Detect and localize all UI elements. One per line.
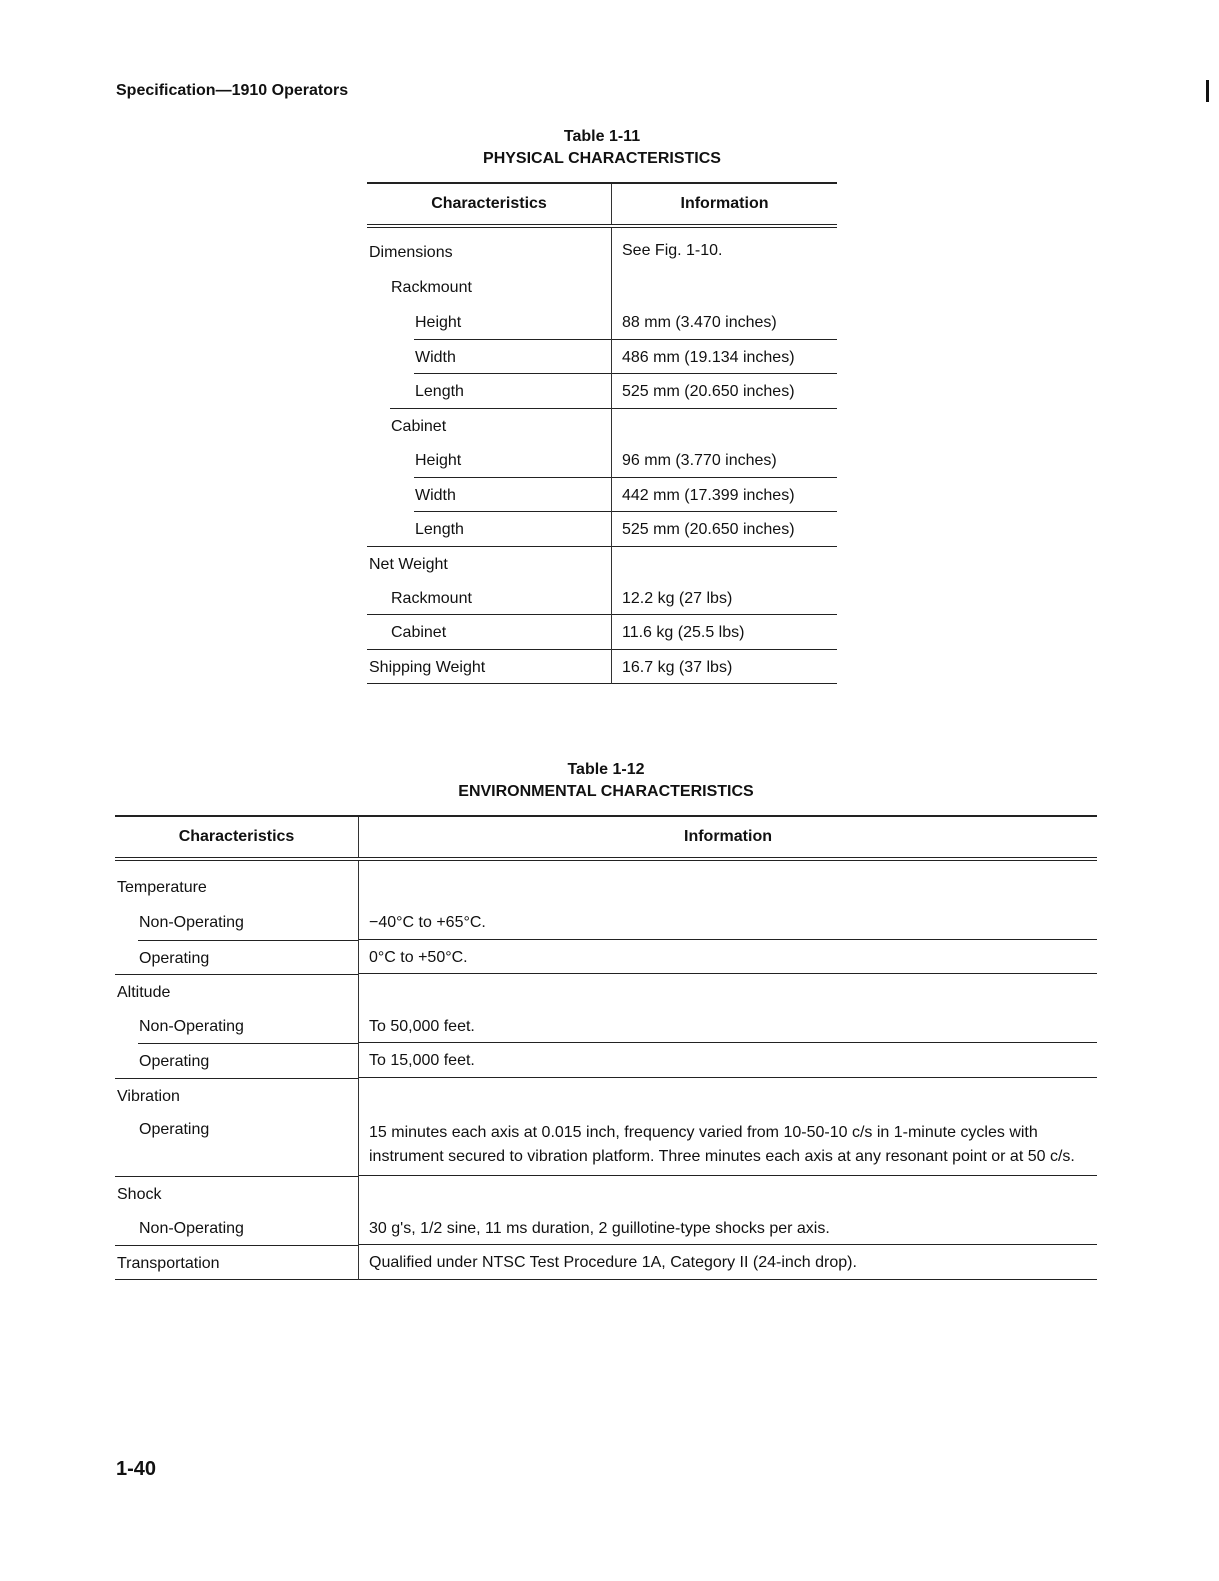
column-header-characteristics: Characteristics: [367, 183, 612, 226]
column-header-characteristics: Characteristics: [115, 816, 359, 859]
table-row: [115, 1112, 1097, 1176]
row-value: To 15,000 feet.: [359, 1043, 1097, 1078]
table-row: [115, 1009, 1097, 1044]
table-row: [115, 940, 1097, 975]
row-value: 442 mm (17.399 inches): [612, 477, 837, 512]
table-row: [115, 905, 1097, 940]
row-label: Net Weight: [367, 546, 611, 581]
row-label: Operating: [138, 1043, 358, 1078]
row-label: Non-Operating: [139, 1017, 244, 1035]
table-row: [367, 226, 837, 270]
row-label: Rackmount: [367, 581, 611, 616]
page-number: 1-40: [116, 1458, 157, 1480]
row-label: Shipping Weight: [367, 650, 611, 685]
row-label: Width: [414, 339, 611, 374]
row-value: 525 mm (20.650 inches): [622, 382, 795, 400]
row-label: Dimensions: [369, 244, 453, 261]
table-1-12-title: ENVIRONMENTAL CHARACTERISTICS: [458, 783, 754, 800]
row-label: Vibration: [115, 1078, 358, 1113]
row-value: 30 g's, 1/2 sine, 11 ms duration, 2 guillotine-type shocks per axis.: [359, 1211, 1097, 1246]
table-row: [367, 339, 837, 374]
row-value: To 50,000 feet.: [359, 1009, 1097, 1044]
row-label: Cabinet: [367, 615, 611, 650]
row-label: Rackmount: [391, 279, 472, 296]
row-label: Temperature: [117, 879, 207, 896]
row-label: Transportation: [115, 1245, 358, 1280]
table-1-12-number: Table 1-12: [567, 761, 645, 778]
running-header: Specification—1910 Operators: [116, 82, 349, 99]
table-1-11-title: PHYSICAL CHARACTERISTICS: [483, 150, 721, 167]
row-label: Length: [415, 382, 464, 400]
table-row: [115, 1211, 1097, 1246]
table-row: [367, 305, 837, 340]
row-value: [612, 270, 837, 305]
row-label: Width: [414, 477, 611, 512]
row-label: Altitude: [115, 974, 358, 1009]
table-row: [367, 581, 837, 616]
row-value: 88 mm (3.470 inches): [622, 313, 777, 331]
table-row: [367, 270, 837, 305]
table-row: [367, 546, 837, 581]
row-value: [359, 974, 1097, 1009]
row-value: [359, 861, 1097, 905]
row-value: 12.2 kg (27 lbs): [612, 581, 837, 616]
row-label: Operating: [138, 940, 358, 975]
row-value: [359, 1078, 1097, 1113]
row-value: 11.6 kg (25.5 lbs): [612, 615, 837, 650]
row-value: 486 mm (19.134 inches): [612, 339, 837, 374]
row-value: [359, 1176, 1097, 1211]
table-row: [367, 650, 837, 685]
table-row: [367, 477, 837, 512]
table-row: [115, 1176, 1097, 1211]
table-row: [367, 374, 837, 409]
table-row: [115, 974, 1097, 1009]
table-row: [115, 1245, 1097, 1280]
column-header-information: Information: [359, 816, 1098, 859]
row-value: Qualified under NTSC Test Procedure 1A, Category II (24-inch drop).: [359, 1245, 1097, 1280]
table-row: [115, 1078, 1097, 1113]
row-value: See Fig. 1-10.: [622, 242, 723, 259]
row-value: 0°C to +50°C.: [359, 940, 1097, 975]
row-label: Operating: [139, 1121, 210, 1138]
row-value: −40°C to +65°C.: [359, 905, 1097, 940]
change-bar: [1206, 80, 1209, 102]
table-1-11-number: Table 1-11: [563, 128, 641, 145]
row-label: Height: [415, 451, 462, 469]
row-value: 525 mm (20.650 inches): [622, 520, 795, 538]
table-1-11-caption: [367, 126, 837, 170]
row-value: 15 minutes each axis at 0.015 inch, frequency varied from 10-50-10 c/s in 1-minute cycles with instrument secured to vibration platform. Three minutes each axis at any resonant point or at 50 c/s.: [359, 1112, 1097, 1176]
column-header-information: Information: [612, 183, 838, 226]
physical-characteristics-table: [367, 182, 837, 684]
row-label: Cabinet: [390, 408, 611, 443]
table-row: [115, 859, 1097, 905]
row-label: Non-Operating: [139, 914, 244, 931]
row-label: Length: [415, 520, 464, 538]
row-label: Height: [415, 313, 462, 331]
table-1-12-caption: [115, 759, 1097, 803]
table-row: [367, 512, 837, 547]
row-label: Shock: [115, 1176, 358, 1211]
row-value: 96 mm (3.770 inches): [622, 451, 777, 469]
row-label: Non-Operating: [139, 1219, 244, 1237]
row-value: [612, 546, 837, 581]
table-row: [367, 408, 837, 443]
row-value: [612, 408, 837, 443]
table-row: [115, 1043, 1097, 1078]
environmental-characteristics-table: [115, 815, 1097, 1280]
row-value: 16.7 kg (37 lbs): [612, 650, 837, 685]
table-row: [367, 443, 837, 478]
table-row: [367, 615, 837, 650]
